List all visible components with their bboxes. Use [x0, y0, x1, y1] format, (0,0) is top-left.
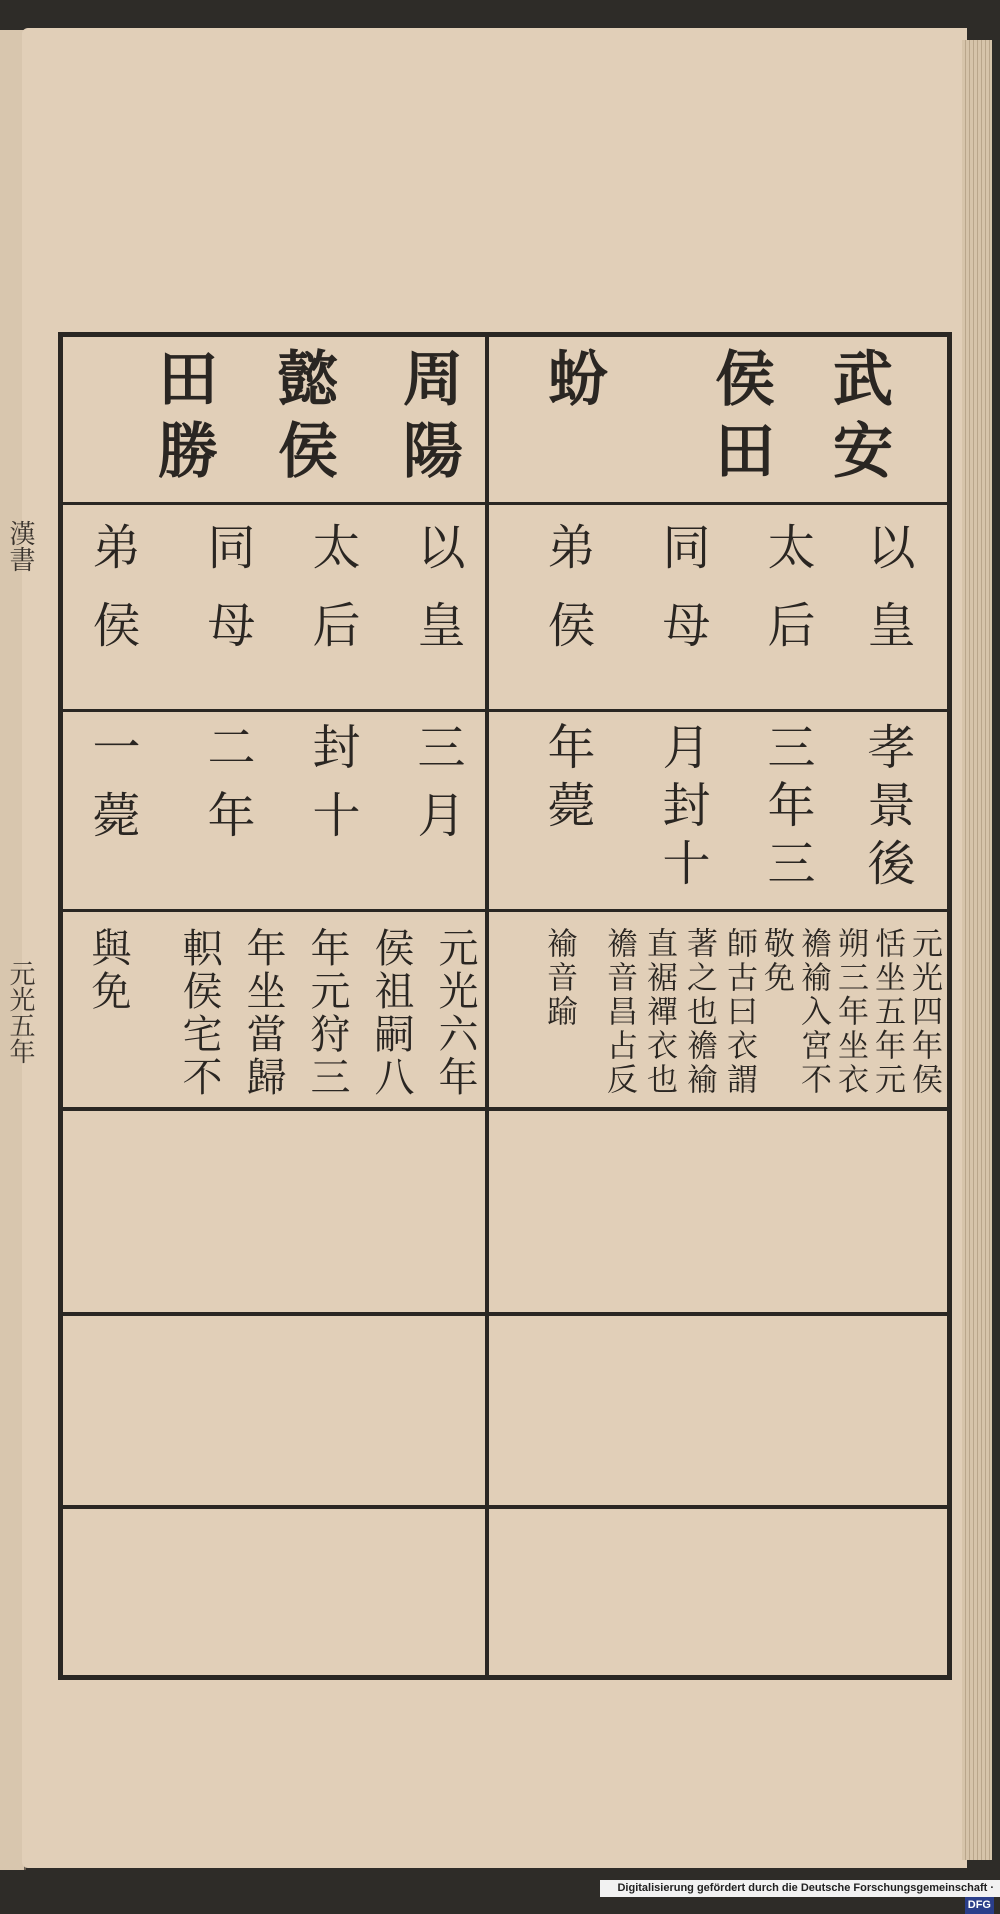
left-col-row2-line-2: 封十	[304, 722, 360, 858]
right-col-note-line-8: 直裾襌衣也	[641, 927, 677, 1097]
left-col-note-line-6: 與免	[85, 927, 131, 1013]
left-margin-label-1: 漢書	[5, 520, 35, 572]
left-col-row1-line-2: 太后	[304, 522, 360, 678]
right-col-note-line-10: 褕音踰	[541, 927, 577, 1029]
left-col-note-line-1: 元光六年	[432, 927, 478, 1099]
row-rule-2	[63, 909, 947, 912]
footer-text: Digitalisierung gefördert durch die Deutsche Forschungsgemeinschaft ·	[617, 1882, 994, 1894]
row-rule-3	[63, 1107, 947, 1111]
row-rule-1	[63, 709, 947, 712]
right-col-row1-line-2: 太后	[759, 522, 815, 678]
right-col-note-line-5: 敬免	[758, 927, 794, 995]
right-col-title-line-1: 武安	[823, 347, 893, 491]
right-col-note-line-6: 師古曰衣謂	[721, 927, 757, 1097]
right-col-row1-line-1: 以皇	[859, 522, 915, 678]
left-col-note-line-5: 軹侯宅不	[176, 927, 222, 1099]
right-col-row2-line-2: 三年三	[759, 722, 815, 896]
left-col-row1-line-4: 弟侯	[84, 522, 140, 678]
left-col-row2-line-1: 三月	[409, 722, 465, 858]
left-col-row1-line-1: 以皇	[409, 522, 465, 678]
footer-credit	[600, 1880, 1000, 1911]
right-col-row2-line-3: 月封十	[654, 722, 710, 896]
left-col-note-line-4: 年坐當歸	[240, 927, 286, 1099]
left-col-title-line-1: 周陽	[393, 347, 463, 491]
row-rule-5	[63, 1505, 947, 1509]
column-divider	[485, 337, 489, 1675]
right-col-note-line-1: 元光四年侯	[906, 927, 942, 1097]
left-col-note-line-3: 年元狩三	[304, 927, 350, 1099]
right-col-row1-line-4: 弟侯	[539, 522, 595, 678]
row-rule-title	[63, 502, 947, 505]
right-col-note-line-9: 襜音昌占反	[601, 927, 637, 1097]
right-col-row2-line-4: 年薨	[539, 722, 595, 838]
right-col-row1-line-3: 同母	[654, 522, 710, 678]
right-col-note-line-7: 著之也襜褕	[681, 927, 717, 1097]
right-col-note-line-4: 襜褕入宮不	[795, 927, 831, 1097]
left-margin-label-2: 元光五年	[5, 960, 35, 1064]
left-col-note-line-2: 侯祖嗣八	[368, 927, 414, 1099]
row-rule-4	[63, 1312, 947, 1316]
left-col-row2-line-3: 二年	[199, 722, 255, 858]
page-stack-edge	[962, 40, 992, 1860]
right-col-title-line-2: 侯田	[705, 347, 775, 491]
right-col-note-line-2: 恬坐五年元	[869, 927, 905, 1097]
left-col-title-line-2: 懿侯	[268, 347, 338, 491]
right-col-title-line-3: 蚡	[538, 347, 608, 419]
dfg-logo: DFG	[965, 1897, 994, 1914]
right-col-row2-line-1: 孝景後	[859, 722, 915, 896]
right-col-note-line-3: 朔三年坐衣	[832, 927, 868, 1097]
left-col-row1-line-3: 同母	[199, 522, 255, 678]
left-col-row2-line-4: 一薨	[84, 722, 140, 858]
table-frame	[58, 332, 952, 1680]
left-col-title-line-3: 田勝	[148, 347, 218, 491]
